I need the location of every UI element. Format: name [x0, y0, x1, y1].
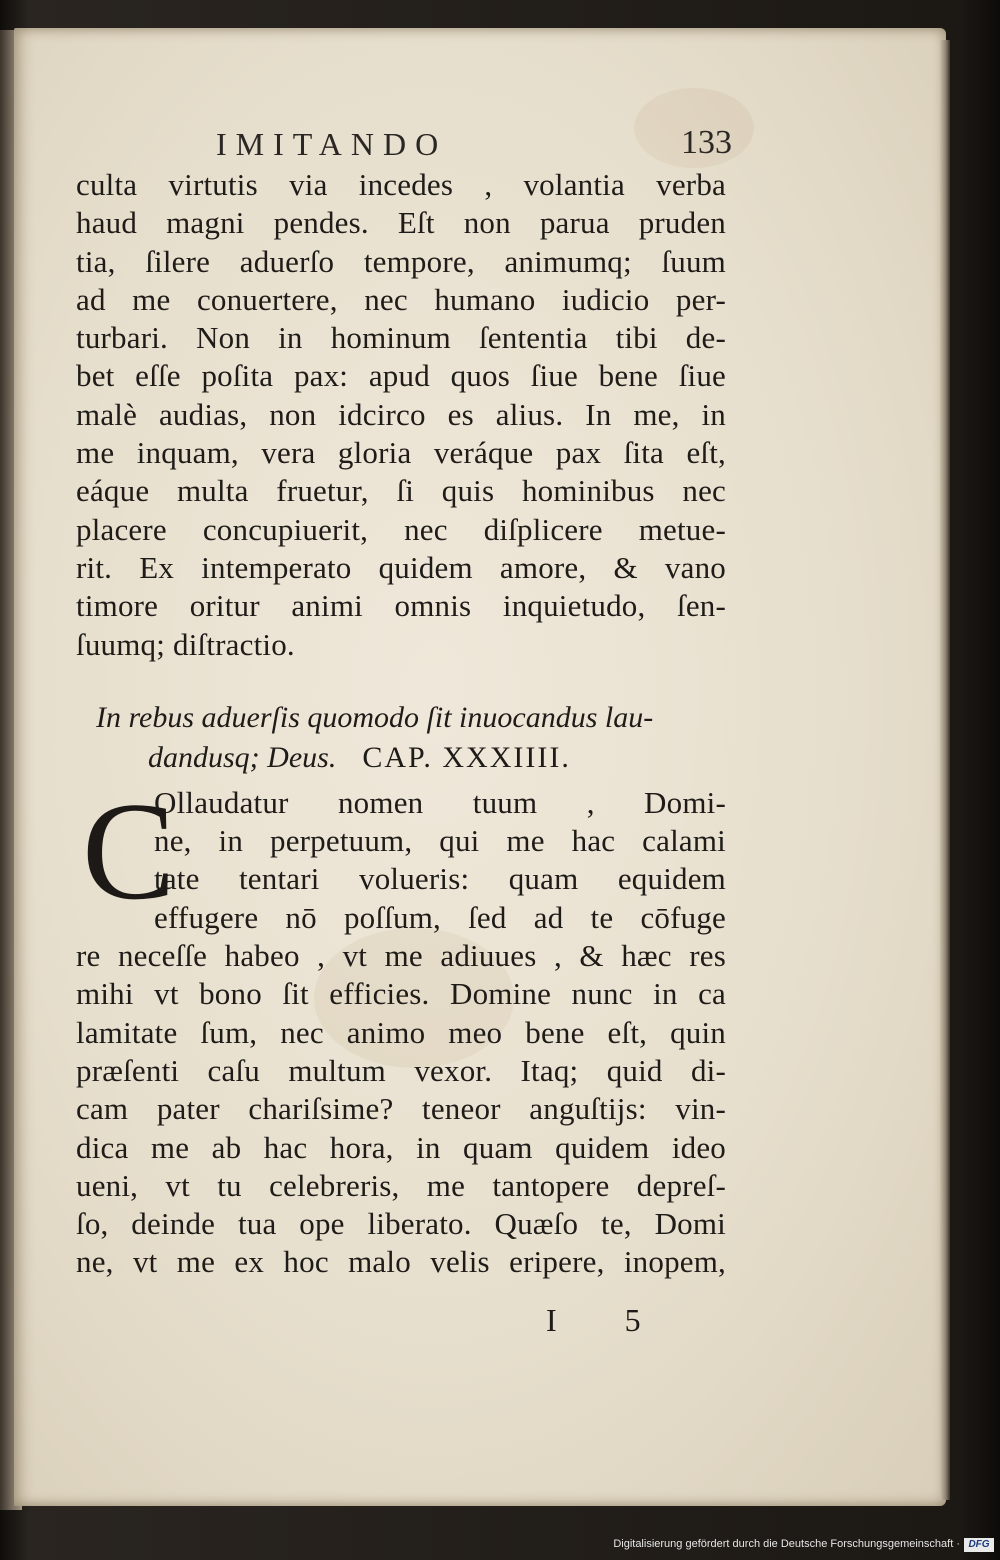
chapter-label: CAP. XXXIIII. [362, 740, 571, 774]
chapter-title-line-2 [76, 738, 726, 778]
chapter-title-line-2-text: dandusq; Deus. [148, 740, 337, 774]
text-line: lamitate ſum, nec animo meo bene eſt, quin [76, 1014, 726, 1050]
paragraph-1 [76, 166, 726, 664]
text-line: malè audias, non idcirco es alius. In me, in [76, 396, 726, 432]
text-line: cam pater chariſsime? teneor anguſtijs: vin- [76, 1091, 726, 1127]
chapter-title-line-1: In rebus aduerſis quomodo ſit inuocandus lau- [96, 700, 654, 734]
paragraph-2 [76, 773, 726, 1282]
text-line: ad me conuertere, nec humano iudicio per- [76, 281, 726, 317]
text-line: bet eſſe poſita pax: apud quos ſiue bene ſiue [76, 358, 726, 394]
digitization-credit: Digitalisierung gefördert durch die Deutsche Forschungsgemeinschaft · [613, 1538, 960, 1550]
text-line: rit. Ex intemperato quidem amore, & vano [76, 549, 726, 585]
running-head-title: IMITANDO [216, 126, 448, 162]
page-edge [940, 40, 950, 1500]
signature-mark: I 5 [546, 1302, 671, 1338]
text-line: culta virtutis via incedes , volantia verba [76, 167, 726, 202]
text-line: dica me ab hac hora, in quam quidem ideo [76, 1129, 726, 1165]
text-line: ne, vt me ex hoc malo velis eripere, inopem, [76, 1244, 726, 1280]
text-line: haud magni pendes. Eſt non parua pruden [76, 205, 726, 241]
text-line: ne, in perpetuum, qui me hac calami [154, 823, 726, 859]
chapter-heading [76, 698, 726, 778]
text-line: præſenti caſu multum vexor. Itaq; quid di- [76, 1052, 726, 1088]
text-line: ueni, vt tu celebreris, me tantopere depreſ- [76, 1167, 726, 1203]
text-line: turbari. Non in hominum ſententia tibi de- [76, 320, 726, 356]
running-head [76, 120, 732, 166]
text-line: ſuumq; diſtractio. [76, 626, 295, 662]
text-line: mihi vt bono ſit efficies. Domine nunc in ca [76, 976, 726, 1012]
text-line: ſo, deinde tua ope liberato. Quæſo te, Domi [76, 1206, 726, 1242]
text-line: timore oritur animi omnis inquietudo, ſen- [76, 588, 726, 624]
text-line: eáque multa fruetur, ſi quis hominibus nec [76, 473, 726, 509]
text-line: tate tentari volueris: quam equidem [154, 861, 726, 897]
page-text [76, 120, 732, 1282]
drop-cap: C [82, 773, 176, 929]
text-line: tia, ſilere aduerſo tempore, animumq; ſuum [76, 243, 726, 279]
text-line: Ollaudatur nomen tuum , Domi- [154, 784, 726, 820]
text-line: me inquam, vera gloria veráque pax ſita eſt, [76, 435, 726, 471]
text-line: re neceſſe habeo , vt me adiuues , & hæc res [76, 938, 726, 974]
dfg-logo: DFG [964, 1538, 994, 1552]
page-number: 133 [681, 124, 732, 161]
text-line: effugere nō poſſum, ſed ad te cōfuge [154, 899, 726, 935]
text-line: placere concupiuerit, nec diſplicere metue- [76, 511, 726, 547]
